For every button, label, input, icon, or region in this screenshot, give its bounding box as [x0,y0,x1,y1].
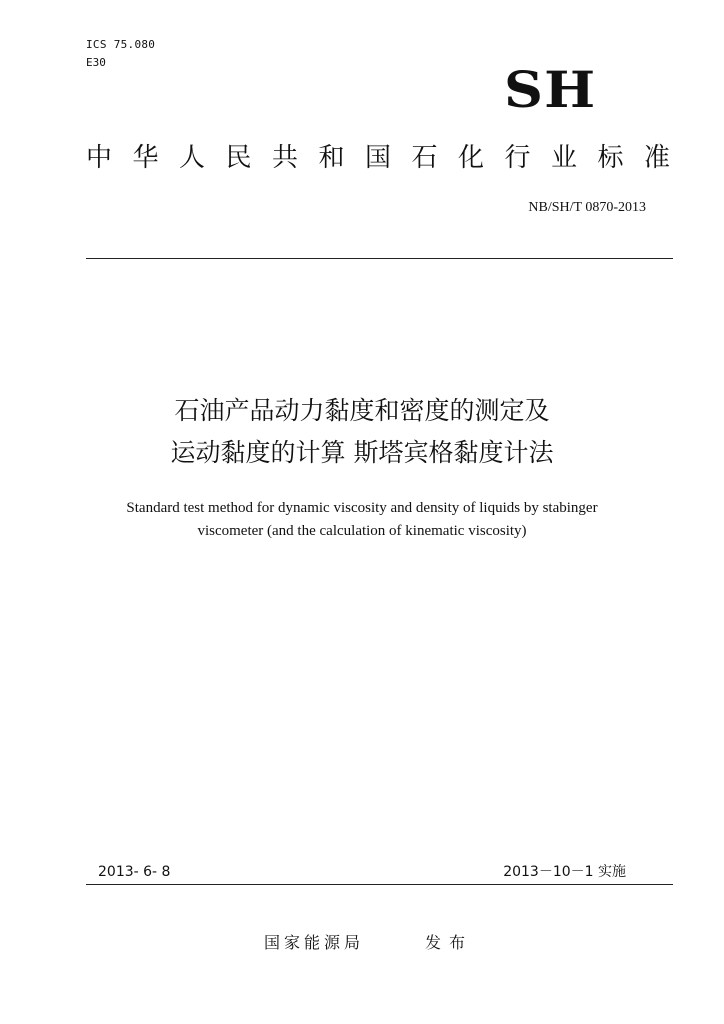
ccs-code: E30 [86,56,106,69]
standard-number: NB/SH/T 0870-2013 [528,200,646,215]
header-divider [86,258,673,259]
issuing-authority: 国家能源局 [264,933,365,952]
chinese-title-line-2: 运动黏度的计算 斯塔宾格黏度计法 [170,438,554,467]
chinese-title-line-1: 石油产品动力黏度和密度的测定及 [174,396,550,425]
industry-standard-title: 中华人民共和国石化行业标准 [86,143,691,173]
footer-divider [86,884,673,885]
english-title-line-2: viscometer (and the calculation of kinematic viscosity) [197,523,527,539]
issue-date: 2013- 6- 8 [98,864,171,880]
english-title-line-1: Standard test method for dynamic viscosity and density of liquids by stabinger [126,500,598,516]
sh-logo: SH [504,60,597,119]
ics-code: ICS 75.080 [86,38,156,51]
implementation-date: 2013－10－1 实施 [503,864,626,880]
english-title [60,497,664,543]
publish-label: 发布 [425,933,474,952]
chinese-title [60,390,664,474]
